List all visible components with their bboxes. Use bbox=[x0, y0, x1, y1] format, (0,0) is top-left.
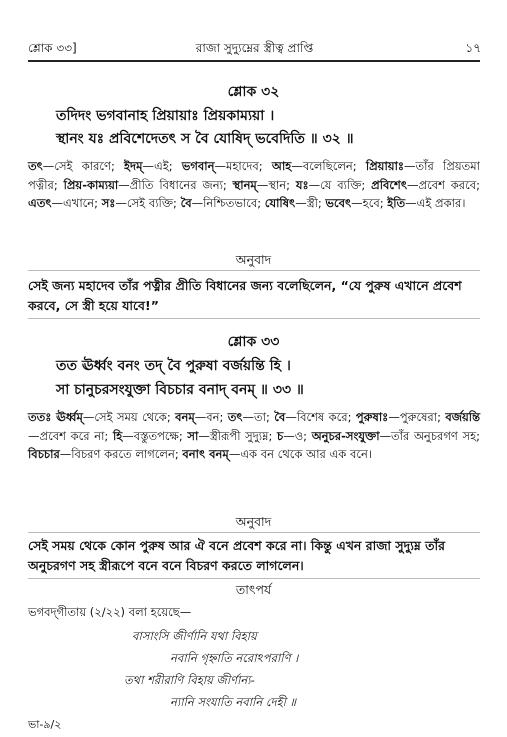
synonym-term: বিচচার bbox=[28, 447, 60, 461]
synonym-gloss: —বন; bbox=[194, 410, 228, 424]
synonym-gloss: —বিশেষ করে; bbox=[285, 410, 356, 424]
header-verse-ref: শ্লোক ৩৩] bbox=[28, 41, 77, 55]
synonym-term: তৎ bbox=[227, 410, 243, 424]
translation-33-rule-bottom bbox=[28, 578, 480, 579]
translation-32-rule-bottom bbox=[28, 318, 480, 319]
synonym-term: অনুচর-সংযুক্তা bbox=[311, 428, 380, 443]
translation-32-rule bbox=[28, 270, 480, 271]
translation-33-heading: অনুবাদ bbox=[235, 514, 272, 529]
purport-verse-line-3: তথা শরীরাণি বিহায় জীর্ণান্য- bbox=[124, 673, 255, 687]
synonym-term: বনম্ bbox=[175, 410, 195, 424]
synonym-gloss: —নিশ্চিতভাবে; bbox=[191, 196, 265, 210]
synonym-term: প্রবিশেৎ bbox=[371, 177, 407, 192]
synonym-gloss: —সেই ব্যক্তি; bbox=[115, 196, 181, 210]
purport-verse-line-2: নবানি গৃহ্নাতি নরোঽপরাণি । bbox=[170, 651, 299, 665]
synonym-term: এতৎ bbox=[28, 196, 52, 210]
synonym-gloss: —বস্তুতপক্ষে; bbox=[122, 428, 188, 443]
synonym-gloss: —বিচরণ করতে লাগলেন; bbox=[59, 447, 183, 461]
synonym-gloss: —যে ব্যক্তি; bbox=[308, 177, 372, 192]
synonym-gloss: —তাঁর অনুচরগণ সহ; bbox=[379, 428, 480, 443]
synonym-term: ইদম্ bbox=[124, 159, 143, 173]
verse-33-synonyms bbox=[28, 408, 480, 464]
synonym-term: হি bbox=[112, 428, 123, 443]
synonym-gloss: —সেই সময় থেকে; bbox=[82, 410, 176, 424]
synonym-gloss: —স্থান; bbox=[256, 177, 296, 192]
synonym-term: ভবেৎ bbox=[325, 196, 352, 210]
synonym-gloss: —প্রবেশ করে না; bbox=[28, 428, 113, 443]
verse-32-synonyms bbox=[28, 157, 480, 213]
purport-verse-line-1: বাসাংসি জীর্ণানি যথা বিহায় bbox=[132, 629, 257, 643]
synonym-term: প্রিয়-কাম্যয়া bbox=[63, 177, 119, 192]
synonym-term: সা bbox=[187, 428, 199, 443]
verse-32-line-2: স্থানং যঃ প্রবিশেদেতৎ স বৈ যোষিদ্ ভবেদিতি ॥ ৩২ ॥ bbox=[56, 131, 354, 147]
page-signature: ভা-৯/২ bbox=[28, 718, 62, 731]
synonym-gloss: —তাঁর প্রিয়তমা পত্নীর; bbox=[28, 159, 481, 192]
purport-intro: ভগবদ্‌গীতায় (২/২২) বলা হয়েছে— bbox=[28, 605, 192, 619]
synonym-gloss: —প্রবেশ করবে; bbox=[406, 177, 480, 192]
page-number: ১৭ bbox=[465, 41, 481, 55]
synonym-gloss: —স্ত্রীরূপী সুদ্যুম্ন; bbox=[198, 428, 277, 443]
translation-32-text: সেই জন্য মহাদেব তাঁর পত্নীর প্রীতি বিধানের জন্য বলেছিলেন, “যে পুরুষ এখানে প্রবেশ করবে, সে স্ত্রী হয়ে যাবে!” bbox=[28, 278, 462, 313]
synonym-term: বনাৎ বনম্ bbox=[182, 447, 229, 461]
synonym-term: ভগবান্ bbox=[181, 159, 215, 173]
synonym-term: যঃ bbox=[295, 177, 309, 192]
verse-33-heading: শ্লোক ৩৩ bbox=[227, 334, 280, 350]
synonym-gloss: —এখানে; bbox=[51, 196, 102, 210]
synonym-gloss: —এক বন থেকে আর এক বনে। bbox=[228, 447, 372, 461]
synonym-gloss: —এই; bbox=[142, 159, 182, 173]
synonym-gloss: —এই প্রকার। bbox=[405, 196, 466, 210]
synonym-term: যোষিৎ bbox=[264, 196, 296, 210]
header-divider bbox=[28, 60, 480, 62]
synonym-gloss: —বলেছিলেন; bbox=[291, 159, 366, 173]
verse-32-line-1: তদিদং ভগবানাহ প্রিয়ায়াঃ প্রিয়কাম্যয়া । bbox=[56, 108, 275, 124]
synonym-term: বৈ bbox=[180, 196, 192, 210]
verse-32-heading: শ্লোক ৩২ bbox=[227, 84, 280, 100]
synonym-term: বৈ bbox=[274, 410, 286, 424]
running-header bbox=[28, 40, 481, 60]
synonym-gloss: —তা; bbox=[242, 410, 275, 424]
chapter-title: রাজা সুদ্যুম্নের স্ত্রীত্ব প্রাপ্তি bbox=[195, 41, 314, 55]
synonym-gloss: —হবে; bbox=[351, 196, 388, 210]
synonym-gloss: —সেই কারণে; bbox=[42, 159, 125, 173]
purport-heading: তাৎপর্য bbox=[235, 582, 272, 597]
synonym-term: পুরুষাঃ bbox=[355, 410, 389, 424]
verse-33-line-2: সা চানুচরসংযুক্তা বিচচার বনাদ্ বনম্ ॥ ৩৩ ॥ bbox=[56, 382, 304, 398]
synonym-term: ইতি bbox=[387, 196, 406, 210]
synonym-gloss: —স্ত্রী; bbox=[295, 196, 326, 210]
synonym-term: সঃ bbox=[101, 196, 116, 210]
synonym-term: ততঃ ঊর্ধ্বম্ bbox=[28, 410, 83, 424]
synonym-term: চ bbox=[277, 428, 284, 443]
translation-33-rule bbox=[28, 532, 480, 533]
synonym-term: প্রিয়ায়াঃ bbox=[365, 159, 405, 173]
synonym-term: আহ bbox=[271, 159, 292, 173]
synonym-gloss: —প্রীতি বিধানের জন্য; bbox=[118, 177, 233, 192]
synonym-gloss: —মহাদেব; bbox=[214, 159, 272, 173]
synonym-gloss: —ও; bbox=[283, 428, 312, 443]
synonym-term: স্থানম্ bbox=[232, 177, 257, 192]
translation-32-heading: অনুবাদ bbox=[235, 252, 272, 267]
synonym-term: বর্জয়ন্তি bbox=[445, 410, 480, 424]
synonym-gloss: —পুরুষেরা; bbox=[388, 410, 446, 424]
synonym-term: তৎ bbox=[28, 159, 43, 173]
verse-33-line-1: তত ঊর্ধ্বং বনং তদ্ বৈ পুরুষা বর্জয়ন্তি হি । bbox=[56, 358, 291, 374]
translation-33-text: সেই সময় থেকে কোন পুরুষ আর ঐ বনে প্রবেশ করে না। কিন্তু এখন রাজা সুদ্যুম্ন তাঁর অনুচরগণ সহ স্ত্রীরূপে বনে বনে বিচরণ করতে লাগলেন। bbox=[28, 538, 445, 573]
purport-verse-line-4: ন্যানি সংযাতি নবানি দেহী ॥ bbox=[170, 695, 297, 709]
